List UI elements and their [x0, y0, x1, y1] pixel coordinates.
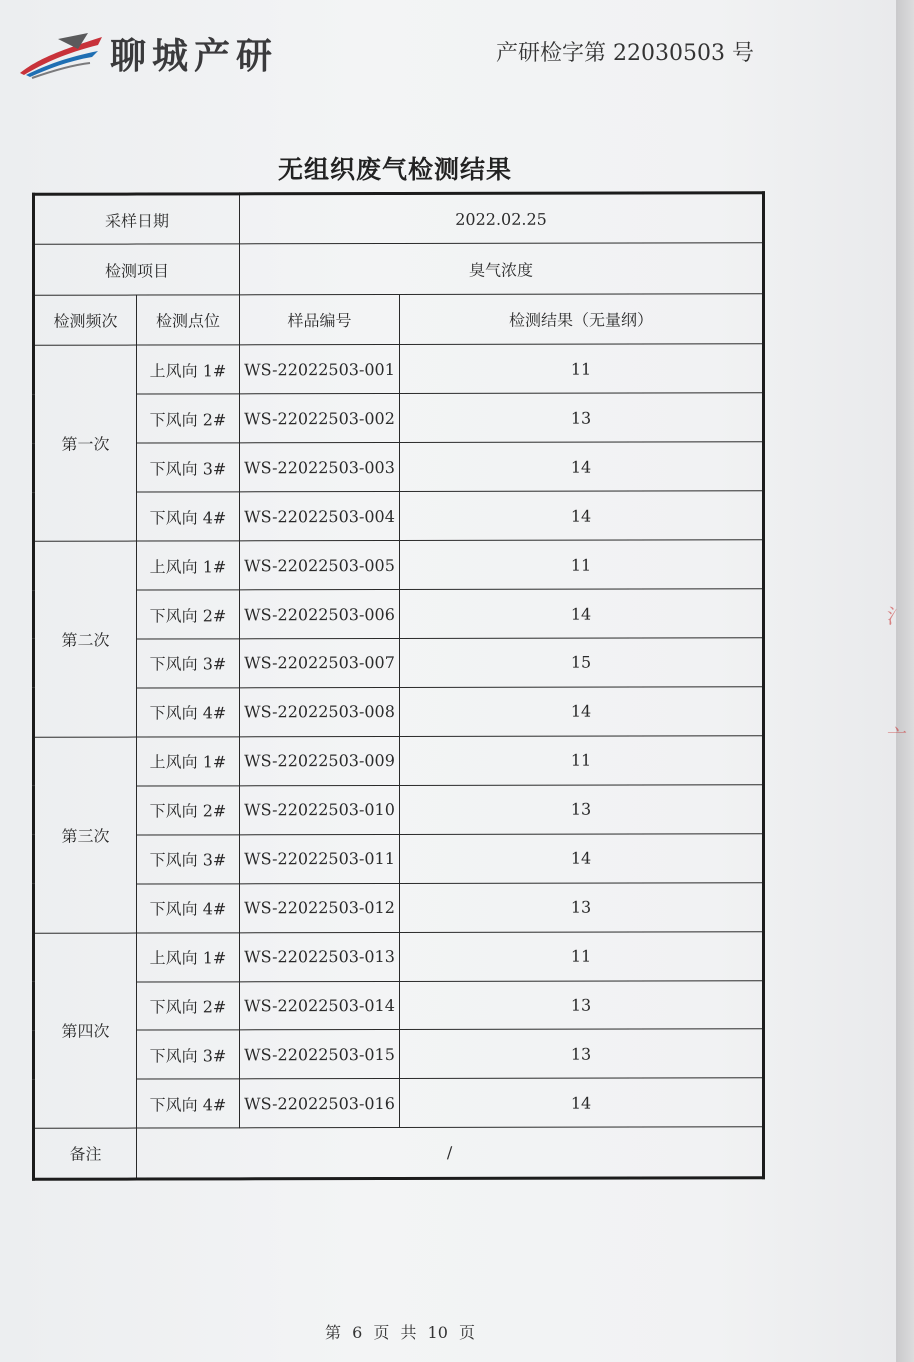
result-cell: 15 [400, 638, 764, 688]
test-item-label: 检测项目 [34, 244, 240, 295]
company-name: 聊城产研 [110, 36, 279, 77]
sample-id-cell: WS-22022503-013 [240, 932, 400, 981]
remark-row [34, 1127, 764, 1179]
table-row [34, 540, 764, 590]
result-cell: 13 [400, 980, 764, 1030]
sample-id-cell: WS-22022503-014 [240, 981, 400, 1030]
sample-id-cell: WS-22022503-010 [240, 785, 400, 834]
sample-id-cell: WS-22022503-003 [240, 443, 400, 492]
sample-id-cell: WS-22022503-011 [240, 834, 400, 883]
test-item-value: 臭气浓度 [240, 243, 764, 295]
table-row [34, 589, 764, 639]
remark-label: 备注 [34, 1128, 137, 1179]
point-cell: 下风向 2# [137, 394, 240, 443]
sample-id-cell: WS-22022503-002 [240, 394, 400, 443]
sample-id-cell: WS-22022503-009 [240, 736, 400, 785]
result-cell: 14 [400, 589, 764, 639]
point-cell: 下风向 2# [137, 981, 240, 1030]
result-cell: 11 [400, 736, 764, 786]
point-cell: 上风向 1# [137, 737, 240, 786]
page-edge [896, 0, 914, 1362]
column-header-frequency: 检测频次 [34, 295, 137, 346]
sample-id-cell: WS-22022503-012 [240, 883, 400, 932]
table-row [34, 687, 764, 737]
point-cell: 下风向 3# [137, 639, 240, 688]
result-cell: 13 [400, 393, 764, 443]
frequency-cell: 第二次 [34, 541, 137, 737]
point-cell: 上风向 1# [137, 932, 240, 981]
sampling-date-label: 采样日期 [34, 194, 240, 245]
result-cell: 11 [400, 344, 764, 394]
sample-id-cell: WS-22022503-005 [240, 541, 400, 590]
report-number: 产研检字第 22030503 号 [496, 41, 754, 66]
result-cell: 13 [400, 785, 764, 835]
frequency-cell: 第三次 [34, 737, 137, 933]
point-cell: 下风向 4# [137, 688, 240, 737]
test-item-row [34, 243, 764, 295]
seal-stamp-fragment: 亠 [887, 724, 907, 748]
result-cell: 11 [400, 931, 764, 981]
result-cell: 14 [400, 1078, 764, 1128]
company-logo-icon [18, 29, 104, 79]
table-row [34, 393, 764, 443]
table-row [34, 491, 764, 541]
sample-id-cell: WS-22022503-006 [240, 590, 400, 639]
table-row [34, 736, 764, 786]
frequency-cell: 第四次 [34, 933, 137, 1129]
sample-id-cell: WS-22022503-001 [240, 345, 400, 394]
sample-id-cell: WS-22022503-008 [240, 687, 400, 736]
table-row [34, 785, 764, 835]
point-cell: 下风向 4# [137, 884, 240, 933]
company-logo [18, 28, 278, 79]
result-cell: 14 [400, 442, 764, 492]
result-cell: 13 [400, 1029, 764, 1079]
point-cell: 上风向 1# [137, 345, 240, 394]
point-cell: 下风向 2# [137, 590, 240, 639]
column-header-point: 检测点位 [137, 295, 240, 346]
page-title: 无组织废气检测结果 [277, 155, 512, 184]
sample-id-cell: WS-22022503-015 [240, 1030, 400, 1079]
column-header-row [34, 294, 764, 346]
table-row [34, 344, 764, 394]
point-cell: 下风向 2# [137, 786, 240, 835]
table-row [34, 980, 764, 1030]
table-row [34, 931, 764, 981]
column-header-result: 检测结果（无量纲） [400, 294, 764, 345]
table-row [34, 442, 764, 492]
sample-id-cell: WS-22022503-007 [240, 638, 400, 687]
point-cell: 下风向 3# [137, 835, 240, 884]
sampling-date-value: 2022.02.25 [240, 193, 764, 245]
table-row [34, 1078, 764, 1128]
result-cell: 11 [400, 540, 764, 590]
table-row [34, 882, 764, 932]
sample-id-cell: WS-22022503-004 [240, 492, 400, 541]
column-header-sample-id: 样品编号 [240, 294, 400, 345]
result-cell: 14 [400, 833, 764, 883]
result-cell: 13 [400, 882, 764, 932]
sample-id-cell: WS-22022503-016 [240, 1079, 400, 1128]
point-cell: 下风向 3# [137, 443, 240, 492]
table-row [34, 638, 764, 688]
point-cell: 上风向 1# [137, 541, 240, 590]
table-row [34, 1029, 764, 1079]
result-cell: 14 [400, 687, 764, 737]
page-footer: 第 6 页 共 10 页 [325, 1323, 475, 1342]
results-table [32, 191, 765, 1181]
point-cell: 下风向 3# [137, 1030, 240, 1079]
frequency-cell: 第一次 [34, 345, 137, 541]
seal-stamp-fragment: 氵 [887, 604, 907, 628]
remark-value: / [137, 1127, 764, 1179]
result-cell: 14 [400, 491, 764, 541]
table-row [34, 833, 764, 883]
point-cell: 下风向 4# [137, 1079, 240, 1128]
point-cell: 下风向 4# [137, 492, 240, 541]
results-table-wrapper [32, 191, 762, 1181]
sampling-date-row [34, 193, 764, 245]
